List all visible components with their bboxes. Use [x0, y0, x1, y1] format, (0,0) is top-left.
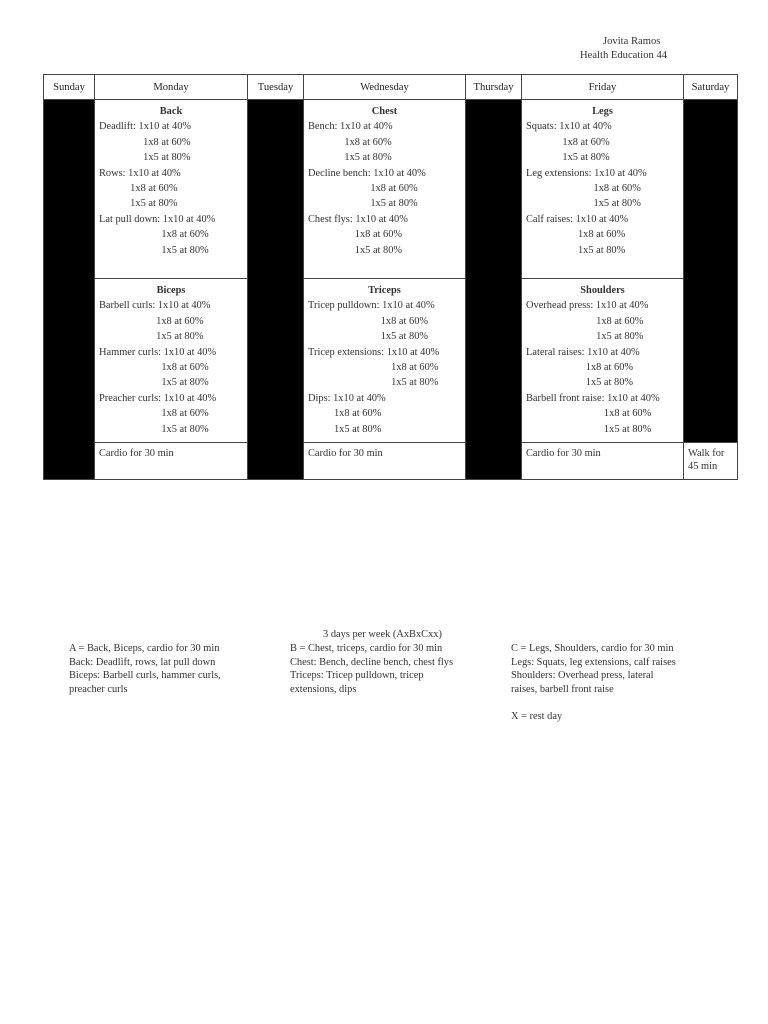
day-header-friday: Friday [522, 75, 684, 100]
exercise-line: 1x5 at 80% [526, 244, 626, 256]
exercise-line: 1x8 at 60% [308, 136, 392, 148]
summary-line: Biceps: Barbell curls, hammer curls, [69, 670, 221, 681]
friday-block2-lines [526, 298, 679, 437]
friday-shoulders-cell [522, 279, 684, 443]
exercise-line: 1x8 at 60% [99, 229, 209, 241]
wednesday-cardio-text: Cardio for 30 min [308, 448, 383, 459]
exercise-line: 1x5 at 80% [308, 331, 429, 343]
exercise-line: 1x5 at 80% [99, 377, 209, 389]
exercise-line: 1x5 at 80% [308, 152, 392, 164]
monday-block2-lines [99, 298, 243, 437]
exercise-line: 1x5 at 80% [526, 423, 652, 435]
exercise-line: 1x5 at 80% [526, 152, 610, 164]
exercise-line: 1x8 at 60% [526, 315, 644, 327]
day-header-row [44, 75, 738, 100]
day-header-thursday: Thursday [466, 75, 522, 100]
monday-back-cell [95, 100, 248, 279]
wednesday-block2-title: Triceps [368, 285, 401, 296]
summary-line: B = Chest, triceps, cardio for 30 min [290, 643, 443, 654]
workout-row-2 [44, 279, 738, 443]
exercise-line: Dips: 1x10 at 40% [308, 392, 386, 404]
exercise-line: 1x5 at 80% [99, 331, 204, 343]
exercise-line: Tricep pulldown: 1x10 at 40% [308, 300, 435, 312]
exercise-line: Preacher curls: 1x10 at 40% [99, 392, 217, 404]
summary-line: Back: Deadlift, rows, lat pull down [69, 656, 216, 668]
summary-line: Triceps: Tricep pulldown, tricep [290, 670, 424, 681]
friday-block1-title: Legs [592, 106, 613, 117]
exercise-line: Leg extensions: 1x10 at 40% [526, 167, 647, 179]
summary-day-b [290, 642, 490, 696]
monday-biceps-cell [95, 279, 248, 443]
thursday-rest-cell [466, 100, 522, 480]
exercise-line: Lateral raises: 1x10 at 40% [526, 346, 640, 358]
exercise-line: Deadlift: 1x10 at 40% [99, 121, 192, 133]
exercise-line: 1x5 at 80% [99, 244, 209, 256]
exercise-line: 1x8 at 60% [99, 136, 191, 148]
tuesday-rest-cell [248, 100, 304, 480]
wednesday-chest-cell [304, 100, 466, 279]
summary-line: extensions, dips [290, 683, 357, 695]
exercise-line: Bench: 1x10 at 40% [308, 121, 393, 133]
exercise-line: 1x5 at 80% [308, 244, 403, 256]
course-name: Health Education 44 [580, 50, 668, 61]
exercise-line: 1x8 at 60% [526, 136, 610, 148]
wednesday-block1-lines [308, 119, 461, 258]
exercise-line: 1x8 at 60% [99, 408, 209, 420]
wednesday-block2-lines [308, 298, 461, 437]
exercise-line: Calf raises: 1x10 at 40% [526, 213, 629, 225]
exercise-line: 1x5 at 80% [526, 198, 641, 210]
exercise-line: 1x8 at 60% [526, 362, 634, 374]
workout-row-1 [44, 100, 738, 279]
exercise-line: Barbell front raise: 1x10 at 40% [526, 392, 660, 404]
summary-line: Shoulders: Overhead press, lateral [511, 670, 654, 681]
exercise-line: Rows: 1x10 at 40% [99, 167, 181, 179]
friday-legs-cell [522, 100, 684, 279]
student-name: Jovita Ramos [603, 36, 661, 47]
summary-line: A = Back, Biceps, cardio for 30 min [69, 643, 220, 654]
day-header-wednesday: Wednesday [304, 75, 466, 100]
monday-block1-lines [99, 119, 243, 258]
saturday-walk-cell [684, 443, 738, 480]
rest-day-legend: X = rest day [511, 710, 563, 722]
saturday-rest-cell [684, 100, 738, 443]
exercise-line: 1x8 at 60% [308, 229, 403, 241]
document-header [580, 35, 730, 63]
exercise-line: Tricep extensions: 1x10 at 40% [308, 346, 440, 358]
exercise-line: Barbell curls: 1x10 at 40% [99, 300, 211, 312]
exercise-line: Lat pull down: 1x10 at 40% [99, 213, 216, 225]
exercise-line: 1x8 at 60% [526, 408, 652, 420]
spacer [511, 696, 711, 710]
friday-cardio-text: Cardio for 30 min [526, 448, 601, 459]
exercise-line: Decline bench: 1x10 at 40% [308, 167, 426, 179]
exercise-line: Hammer curls: 1x10 at 40% [99, 346, 217, 358]
exercise-line: 1x5 at 80% [308, 377, 439, 389]
cardio-row [44, 443, 738, 480]
wednesday-block1-title: Chest [371, 106, 398, 117]
monday-cardio-cell [95, 443, 248, 480]
summary-title: 3 days per week (AxBxCxx) [323, 629, 442, 640]
exercise-line: 1x8 at 60% [99, 315, 204, 327]
wednesday-cardio-cell [304, 443, 466, 480]
exercise-line: Squats: 1x10 at 40% [526, 121, 612, 133]
summary-line: preacher curls [69, 683, 128, 695]
friday-block1-lines [526, 119, 679, 258]
exercise-line: 1x5 at 80% [99, 152, 191, 164]
monday-cardio-text: Cardio for 30 min [99, 448, 174, 459]
exercise-line: 1x8 at 60% [526, 183, 641, 195]
exercise-line: Overhead press: 1x10 at 40% [526, 300, 649, 312]
summary-line: C = Legs, Shoulders, cardio for 30 min [511, 643, 674, 654]
saturday-walk-text: Walk for 45 min [688, 448, 725, 472]
summary-day-c [511, 642, 711, 723]
exercise-line: Chest flys: 1x10 at 40% [308, 213, 408, 225]
exercise-line: 1x5 at 80% [99, 198, 178, 210]
day-header-tuesday: Tuesday [248, 75, 304, 100]
day-header-saturday: Saturday [684, 75, 738, 100]
exercise-line: 1x8 at 60% [308, 362, 439, 374]
summary-line: Chest: Bench, decline bench, chest flys [290, 656, 454, 668]
sunday-rest-cell [44, 100, 95, 480]
exercise-line: 1x8 at 60% [308, 315, 429, 327]
exercise-line: 1x8 at 60% [308, 183, 418, 195]
summary-line: Legs: Squats, leg extensions, calf raises [511, 656, 676, 668]
friday-cardio-cell [522, 443, 684, 480]
day-header-sunday: Sunday [44, 75, 95, 100]
exercise-line: 1x8 at 60% [99, 183, 178, 195]
wednesday-triceps-cell [304, 279, 466, 443]
summary-day-a [69, 642, 259, 696]
exercise-line: 1x8 at 60% [526, 229, 626, 241]
exercise-line: 1x5 at 80% [308, 423, 382, 435]
summary-line: raises, barbell front raise [511, 683, 614, 695]
day-header-monday: Monday [95, 75, 248, 100]
exercise-line: 1x8 at 60% [99, 362, 209, 374]
exercise-line: 1x8 at 60% [308, 408, 382, 420]
friday-block2-title: Shoulders [580, 285, 625, 296]
exercise-line: 1x5 at 80% [526, 331, 644, 343]
exercise-line: 1x5 at 80% [99, 423, 209, 435]
monday-block2-title: Biceps [156, 285, 186, 296]
weekly-schedule-table [43, 74, 738, 480]
exercise-line: 1x5 at 80% [308, 198, 418, 210]
exercise-line: 1x5 at 80% [526, 377, 634, 389]
monday-block1-title: Back [159, 106, 183, 117]
